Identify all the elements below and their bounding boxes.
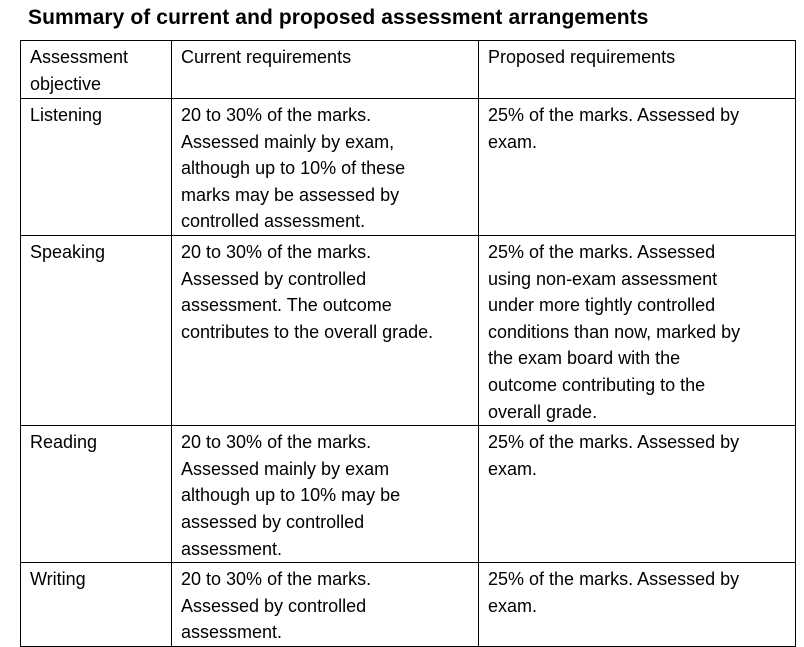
cell-text: 20 to 30% of the marks. Assessed mainly by exam, although up to 10% of these marks may be assessed by controlled assessment. (181, 105, 406, 232)
cell-objective (21, 99, 172, 236)
cell-current (172, 426, 479, 563)
cell-text: 25% of the marks. Assessed by exam. (488, 569, 740, 616)
table-header-row (21, 41, 796, 99)
cell-proposed (479, 426, 796, 563)
cell-text: 25% of the marks. Assessed by exam. (488, 105, 740, 152)
cell-current (172, 235, 479, 425)
cell-text: Reading (30, 432, 98, 453)
cell-proposed (479, 235, 796, 425)
cell-text: Speaking (30, 241, 106, 262)
header-proposed-requirements (479, 41, 796, 99)
cell-text: 20 to 30% of the marks. Assessed by controlled assessment. The outcome contributes to the overall grade. (181, 241, 434, 342)
header-assessment-objective (21, 41, 172, 99)
cell-text: 20 to 30% of the marks. Assessed mainly by exam although up to 10% may be assessed by controlled assessment. (181, 432, 401, 559)
header-text: Proposed requirements (488, 47, 676, 67)
cell-text: Listening (30, 105, 103, 125)
cell-proposed (479, 563, 796, 647)
cell-objective (21, 426, 172, 563)
assessment-summary-table (20, 40, 796, 647)
cell-objective (21, 235, 172, 425)
table-row (21, 563, 796, 647)
cell-current (172, 99, 479, 236)
table-row (21, 99, 796, 236)
document-title: Summary of current and proposed assessment arrangements (28, 6, 649, 29)
header-text: Current requirements (181, 47, 352, 67)
cell-text: 20 to 30% of the marks. Assessed by controlled assessment. (181, 569, 372, 643)
cell-text: 25% of the marks. Assessed by exam. (488, 432, 740, 479)
cell-current (172, 563, 479, 647)
cell-text: Writing (30, 569, 86, 590)
table-row (21, 235, 796, 425)
cell-text: 25% of the marks. Assessed using non-exam assessment under more tightly controlled conditions than now, marked by the exam board with the outcome contributing to the overall grade. (488, 241, 741, 422)
cell-proposed (479, 99, 796, 236)
header-current-requirements (172, 41, 479, 99)
cell-objective (21, 563, 172, 647)
table-row (21, 426, 796, 563)
header-text: Assessment objective (30, 47, 129, 94)
